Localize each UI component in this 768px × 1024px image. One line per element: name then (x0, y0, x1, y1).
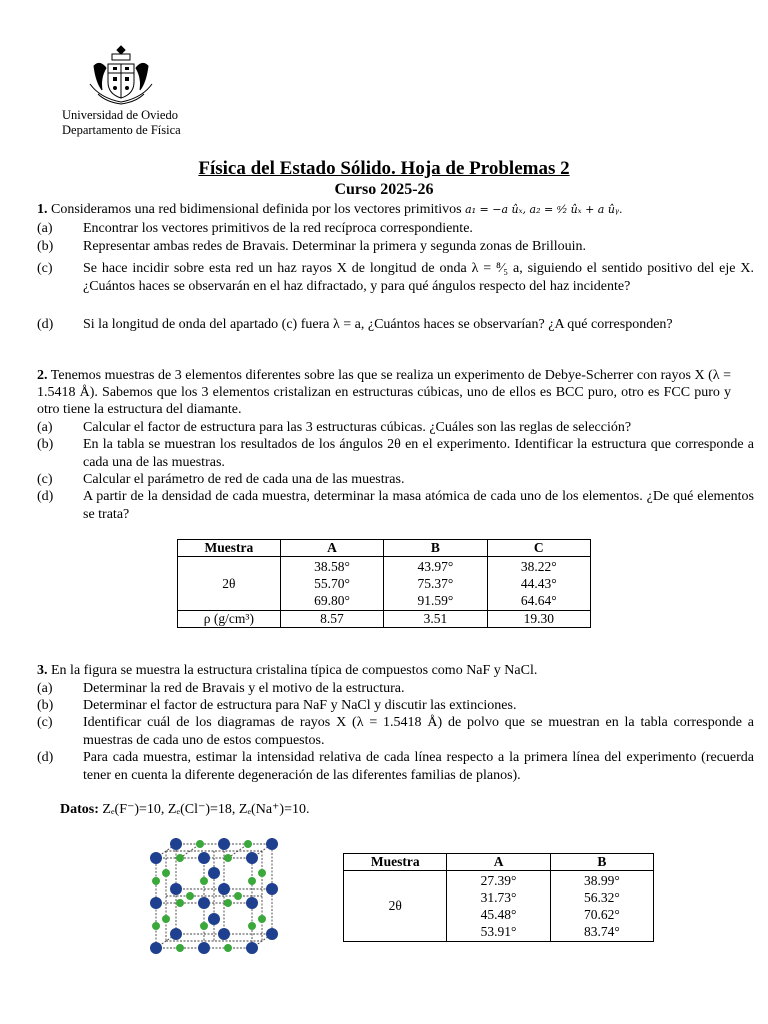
problem-1-c: (c) Se hace incidir sobre esta red un haz rayos X de longitud de onda λ = ⁸⁄₅ a, siguiendo el sentido positivo del eje X. ¿Cuántos haces se observarán en el haz difractado, y para qué ángulos respecto del haz incidente? (37, 261, 754, 294)
problem-1-d: (d) Si la longitud de onda del apartado (c) fuera λ = a, ¿Cuántos haces se observarían? ¿A qué corresponden? (37, 317, 673, 332)
problem-1-intro-text: Consideramos una red bidimensional definida por los vectores primitivos (51, 202, 462, 217)
problem-2-intro-text: Tenemos muestras de 3 elementos diferentes sobre las que se realiza un experimento de Debye-Scherrer con rayos X (λ = 1.5418 Å). Sabemos que los 3 elementos cristalizan en estructuras cúbicas, uno de ellos es BCC puro, otro es FCC puro y otro tiene la estructura del diamante. (37, 368, 731, 417)
row-label-2theta: 2θ (344, 871, 447, 942)
nacl-crystal-structure-diagram (140, 836, 290, 956)
problem-3-table (343, 853, 654, 942)
document-title: Física del Estado Sólido. Hoja de Problemas 2 (198, 158, 570, 179)
problem-1-number: 1. (37, 202, 48, 217)
problem-1-a: (a) Encontrar los vectores primitivos de la red recíproca correspondiente. (37, 221, 473, 236)
problem-2-d: (d) A partir de la densidad de cada muestra, determinar la masa atómica de cada uno de los elementos. ¿De qué elementos se trata? (37, 489, 754, 522)
row-label-density: ρ (g/cm³) (178, 611, 281, 628)
problem-2-a-text: Calcular el factor de estructura para las 3 estructuras cúbicas. ¿Cuáles son las reglas de selección? (83, 420, 632, 435)
cell-a-angles: 27.39° 31.73° 45.48° 53.91° (447, 871, 550, 942)
university-name: Universidad de Oviedo (62, 108, 178, 122)
problem-2-number: 2. (37, 368, 48, 383)
problem-1-intro (37, 201, 731, 218)
problem-3-c-text: Identificar cuál de los diagramas de rayos X (λ = 1.5418 Å) de polvo que se muestran en la tabla corresponde a muestras de cada uno de estos compuestos. (83, 715, 754, 748)
problem-2-a: (a) Calcular el factor de estructura para las 3 estructuras cúbicas. ¿Cuáles son las reglas de selección? (37, 420, 632, 435)
row-label-2theta: 2θ (178, 557, 281, 611)
department-name: Departamento de Física (62, 123, 181, 137)
problem-3-number: 3. (37, 663, 48, 678)
problem-2-table (177, 539, 591, 628)
header-b: B (550, 854, 653, 871)
problem-1-d-text: Si la longitud de onda del apartado (c) fuera λ = a, ¿Cuántos haces se observarían? ¿A qué corresponden? (83, 317, 673, 332)
problem-2-d-text: A partir de la densidad de cada muestra, determinar la masa atómica de cada uno de los elementos. ¿De qué elementos se trata? (83, 489, 754, 522)
problem-3-d-text: Para cada muestra, estimar la intensidad relativa de cada línea respecto a la primera línea del experimento (recuerda tener en cuenta la diferente degeneración de las diferentes familias de planos). (83, 750, 754, 783)
problem-3-a: (a) Determinar la red de Bravais y el motivo de la estructura. (37, 681, 405, 696)
cell-c-angles: 38.22° 44.43° 64.64° (487, 557, 590, 611)
table-header-row (178, 540, 591, 557)
table-row-density (178, 611, 591, 628)
problem-3-b-text: Determinar el factor de estructura para NaF y NaCl y discutir las extinciones. (83, 698, 517, 713)
cell-a-density: 8.57 (280, 611, 383, 628)
table-row-2theta (178, 557, 591, 611)
cell-c-density: 19.30 (487, 611, 590, 628)
problem-3-intro-text: En la figura se muestra la estructura cristalina típica de compuestos como NaF y NaCl. (51, 663, 538, 678)
problem-3-datos (60, 801, 731, 818)
header-a: A (280, 540, 383, 557)
problem-3-a-text: Determinar la red de Bravais y el motivo de la estructura. (83, 681, 405, 696)
problem-1-a-text: Encontrar los vectores primitivos de la red recíproca correspondiente. (83, 221, 473, 236)
header-b: B (384, 540, 487, 557)
header-muestra: Muestra (344, 854, 447, 871)
problem-2-b: (b) En la tabla se muestran los resultados de los ángulos 2θ en el experimento. Identificar la estructura que corresponde a cada una de las muestras. (37, 437, 754, 470)
cell-b-angles: 43.97° 75.37° 91.59° (384, 557, 487, 611)
university-seal-logo (86, 44, 156, 106)
problem-1-vectors: a₁ = −a ûₓ, a₂ = ᵃ⁄₂ ûₓ + a ûᵧ. (465, 203, 623, 216)
problem-2-c: (c) Calcular el parámetro de red de cada una de las muestras. (37, 472, 405, 487)
table-row-2theta (344, 871, 654, 942)
problem-1-b: (b) Representar ambas redes de Bravais. Determinar la primera y segunda zonas de Brillouin. (37, 239, 587, 254)
problem-2-b-text: En la tabla se muestran los resultados de los ángulos 2θ en el experimento. Identificar la estructura que corresponde a cada una de las muestras. (83, 437, 754, 470)
cell-b-density: 3.51 (384, 611, 487, 628)
problem-3-b: (b) Determinar el factor de estructura para NaF y NaCl y discutir las extinciones. (37, 698, 517, 713)
university-block (62, 108, 181, 138)
table-header-row (344, 854, 654, 871)
problem-2-c-text: Calcular el parámetro de red de cada una de las muestras. (83, 472, 405, 487)
cell-a-angles: 38.58° 55.70° 69.80° (280, 557, 383, 611)
datos-text: Zₑ(F⁻)=10, Zₑ(Cl⁻)=18, Zₑ(Na⁺)=10. (102, 802, 310, 817)
problem-3-d: (d) Para cada muestra, estimar la intensidad relativa de cada línea respecto a la primera línea del experimento (recuerda tener en cuenta la diferente degeneración de las diferentes familias de planos). (37, 750, 754, 783)
problem-3-c: (c) Identificar cuál de los diagramas de rayos X (λ = 1.5418 Å) de polvo que se muestran en la tabla corresponde a muestras de cada uno de estos compuestos. (37, 715, 754, 748)
problem-1-b-text: Representar ambas redes de Bravais. Determinar la primera y segunda zonas de Brillouin. (83, 239, 587, 254)
header-c: C (487, 540, 590, 557)
datos-label: Datos: (60, 802, 99, 817)
cell-b-angles: 38.99° 56.32° 70.62° 83.74° (550, 871, 653, 942)
problem-2-intro (37, 367, 731, 418)
header-a: A (447, 854, 550, 871)
course-label: Curso 2025-26 (334, 181, 434, 198)
header-muestra: Muestra (178, 540, 281, 557)
problem-3-intro (37, 662, 731, 679)
problem-1-c-text: Se hace incidir sobre esta red un haz rayos X de longitud de onda λ = ⁸⁄₅ a, siguiendo el sentido positivo del eje X. ¿Cuántos haces se observarán en el haz difractado, y para qué ángulos respecto del haz incidente? (83, 261, 754, 294)
